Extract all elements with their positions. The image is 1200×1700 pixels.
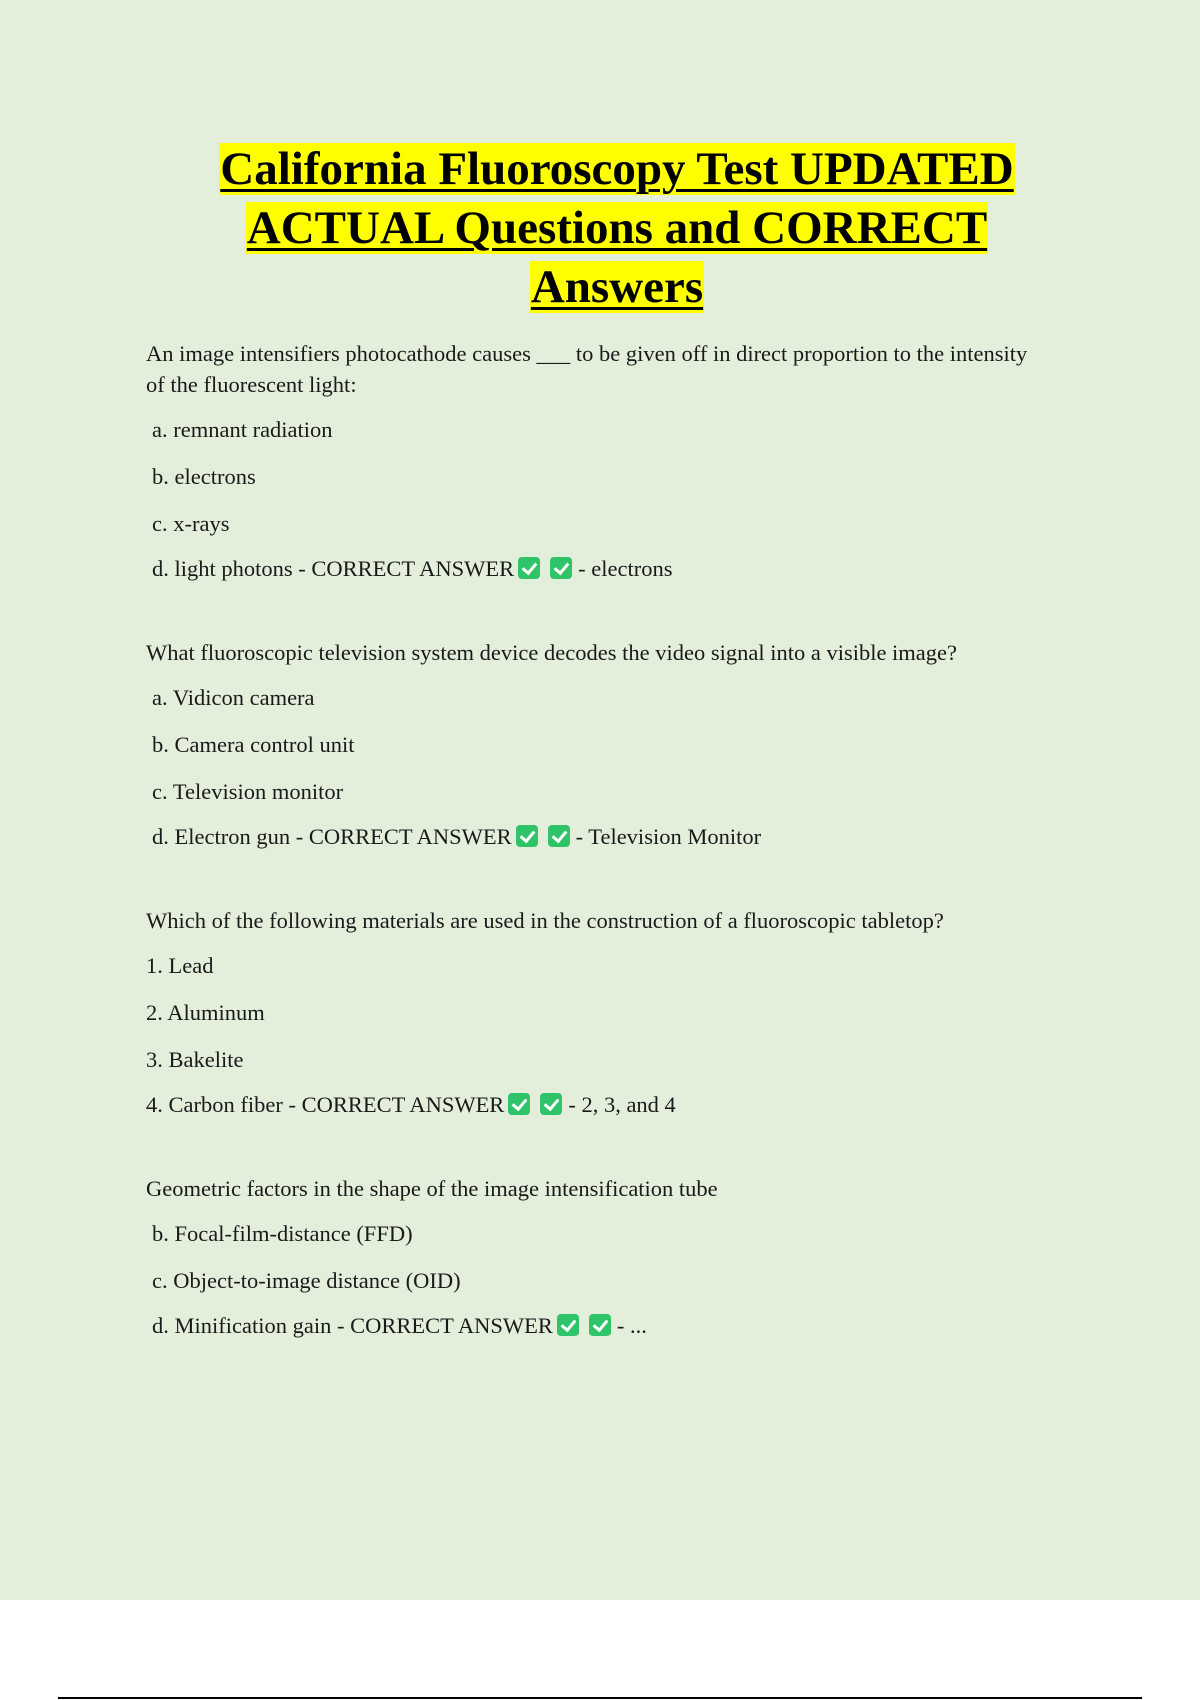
answer-suffix: - Television Monitor [575, 824, 762, 849]
option-b: b. electrons [152, 464, 256, 489]
option-3: 3. Bakelite [146, 1047, 244, 1072]
question-text: An image intensifiers photocathode causes ___ to be given off in direct proportion to the intensity of the fluorescent light: [146, 341, 1028, 397]
check-icon [508, 1093, 530, 1115]
question-block-1 [146, 338, 1046, 589]
question-block-3 [146, 905, 1046, 1125]
question-text: Geometric factors in the shape of the image intensification tube [146, 1176, 718, 1201]
question-block-2 [146, 637, 1046, 857]
title-line-3: Answers [530, 261, 704, 313]
document-title [0, 140, 1200, 317]
option-b: b. Focal-film-distance (FFD) [152, 1221, 413, 1246]
check-icon [557, 1314, 579, 1336]
question-list [146, 338, 1046, 1394]
title-line-1: California Fluoroscopy Test UPDATED [220, 143, 1014, 195]
option-a: a. remnant radiation [152, 417, 333, 442]
check-icon [518, 557, 540, 579]
option-2: 2. Aluminum [146, 1000, 265, 1025]
option-c: c. x-rays [152, 511, 230, 536]
option-1: 1. Lead [146, 953, 214, 978]
title-line-2: ACTUAL Questions and CORRECT [246, 202, 988, 254]
answer-suffix: - electrons [578, 556, 673, 581]
option-c: c. Object-to-image distance (OID) [152, 1268, 461, 1293]
answer-line [152, 553, 1046, 589]
answer-suffix: - ... [616, 1313, 647, 1338]
question-text: What fluoroscopic television system device decodes the video signal into a visible image? [146, 640, 958, 665]
answer-line [146, 1089, 1046, 1125]
answer-suffix: - 2, 3, and 4 [568, 1092, 676, 1117]
check-icon [548, 825, 570, 847]
option-b: b. Camera control unit [152, 732, 355, 757]
answer-prefix: 4. Carbon fiber - CORRECT ANSWER [146, 1092, 505, 1117]
answer-prefix: d. Minification gain - CORRECT ANSWER [152, 1313, 553, 1338]
option-c: c. Television monitor [152, 779, 344, 804]
answer-line [152, 1310, 1046, 1346]
answer-prefix: d. Electron gun - CORRECT ANSWER [152, 824, 512, 849]
answer-prefix: d. light photons - CORRECT ANSWER [152, 556, 515, 581]
check-icon [516, 825, 538, 847]
check-icon [589, 1314, 611, 1336]
footer-divider [58, 1697, 1142, 1699]
question-text: Which of the following materials are used in the construction of a fluoroscopic tabletop? [146, 908, 944, 933]
question-block-4 [146, 1173, 1046, 1346]
check-icon [550, 557, 572, 579]
check-icon [540, 1093, 562, 1115]
answer-line [152, 821, 1046, 857]
option-a: a. Vidicon camera [152, 685, 315, 710]
